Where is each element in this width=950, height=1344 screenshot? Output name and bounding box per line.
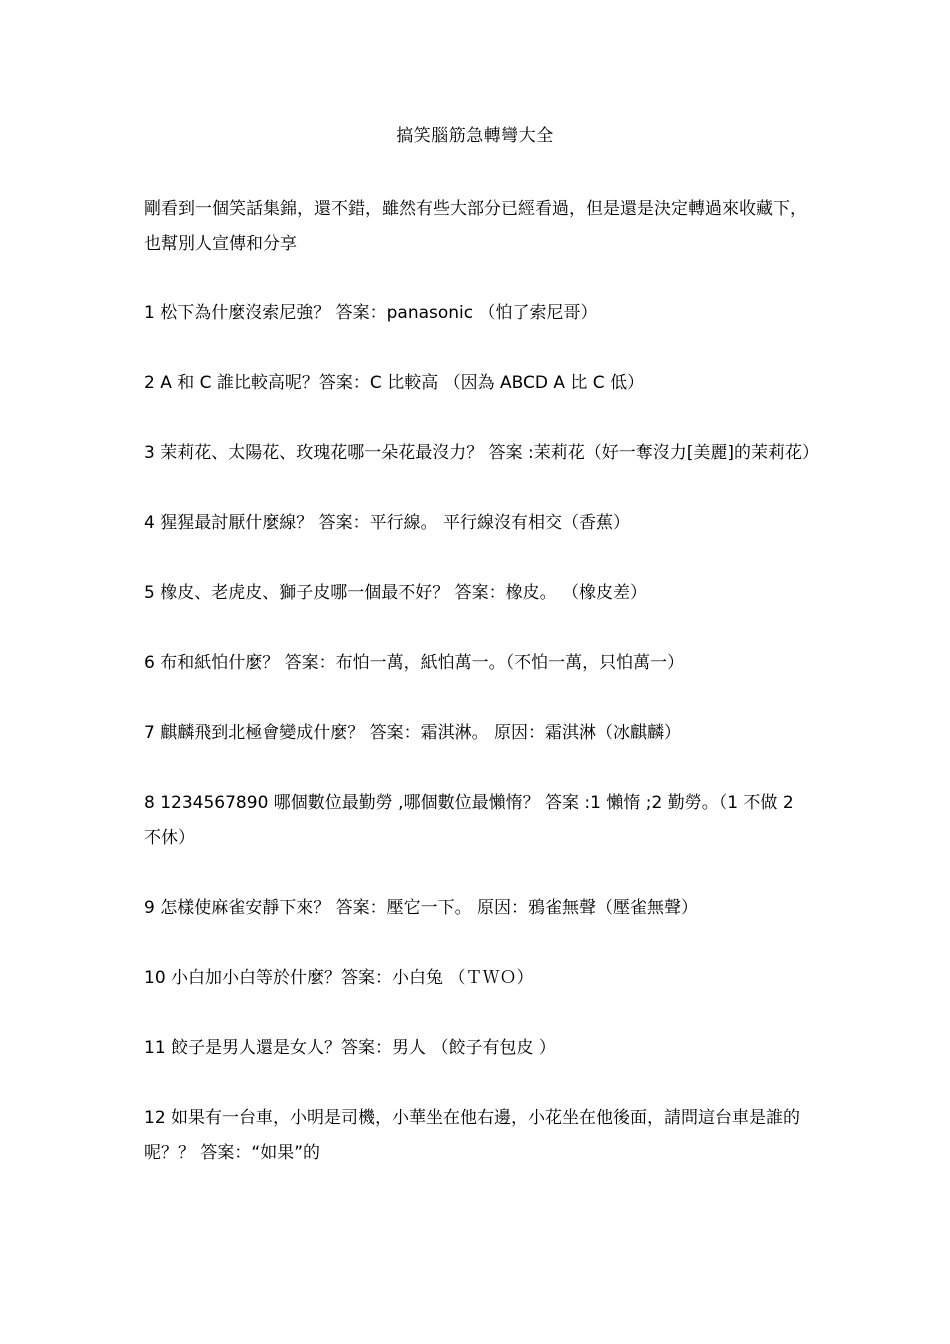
riddle-item-2: 2 A 和 C 誰比較高呢？答案：C 比較高 （因為 ABCD A 比 C 低） (144, 373, 645, 393)
riddle-item-10: 10 小白加小白等於什麼？答案：小白兔 （ＴＷＯ） (144, 968, 534, 988)
riddle-item-9: 9 怎樣使麻雀安靜下來？ 答案：壓它一下。 原因：鴉雀無聲（壓雀無聲） (144, 898, 699, 918)
document-title: 搞笑腦筋急轉彎大全 (396, 126, 554, 146)
riddle-item-11: 11 餃子是男人還是女人？答案：男人 （餃子有包皮 ） (144, 1038, 556, 1058)
riddle-item-6: 6 布和紙怕什麼？ 答案：布怕一萬，紙怕萬一。（不怕一萬，只怕萬一） (144, 653, 685, 673)
document-body (144, 192, 820, 1206)
riddle-item-5: 5 橡皮、老虎皮、獅子皮哪一個最不好？ 答案：橡皮。 （橡皮差） (144, 583, 648, 603)
riddle-item-3: 3 茉莉花、太陽花、玫瑰花哪一朵花最沒力？ 答案 :茉莉花（好一奪沒力[美麗]的茉莉花） (144, 443, 820, 463)
riddle-item-4: 4 猩猩最討厭什麼線？ 答案：平行線。 平行線沒有相交（香蕉） (144, 513, 631, 533)
riddle-item-12: 12 如果有一台車，小明是司機，小華坐在他右邊，小花坐在他後面，請問這台車是誰的呢？？ 答案：“如果”的 (144, 1108, 801, 1163)
riddle-item-1: 1 松下為什麼沒索尼強？ 答案：panasonic （怕了索尼哥） (144, 303, 598, 323)
riddle-item-7: 7 麒麟飛到北極會變成什麼？ 答案：霜淇淋。 原因：霜淇淋（冰麒麟） (144, 723, 682, 743)
intro-paragraph: 剛看到一個笑話集錦，還不錯，雖然有些大部分已經看過，但是還是決定轉過來收藏下，也幫別人宣傳和分享 (144, 199, 807, 254)
riddle-item-8: 8 1234567890 哪個數位最勤勞 ,哪個數位最懶惰？ 答案 :1 懶惰 ;2 勤勞。（1 不做 2 不休） (144, 793, 794, 848)
